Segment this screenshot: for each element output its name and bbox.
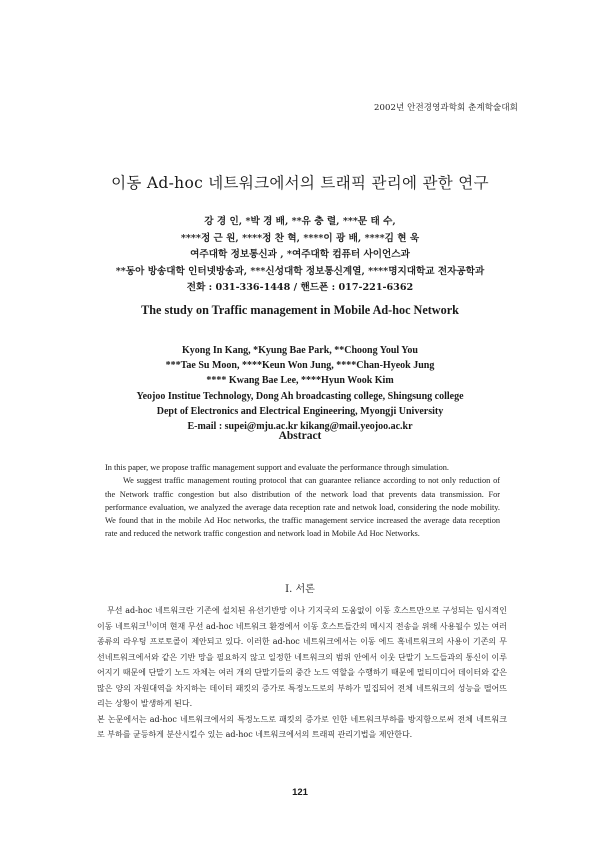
email-line: E-mail : supei@mju.ac.kr kikang@mail.yeojoo.ac.kr [187, 421, 413, 433]
author-line: **** Kwang Bae Lee, ****Hyun Wook Kim [206, 375, 394, 387]
abstract-paragraph: In this paper, we propose traffic management support and evaluate the performance through simulation. [105, 463, 449, 472]
body-text: 무선 ad-hoc 네트워크란 기존에 설치된 유선기반망 이나 기지국의 도움없이 이동 호스트만으로 구성되는 임시적인 이동 네트워크 [97, 606, 507, 631]
running-header: 2002년 안전경영과학회 춘계학술대회 [374, 103, 518, 113]
author-line: ***Tae Su Moon, ****Keun Won Jung, ****Chan-Hyeok Jung [165, 360, 435, 372]
authors-korean [0, 214, 600, 297]
affiliation-line: Yeojoo Institue Technology, Dong Ah broadcasting college, Shingsung college [136, 390, 464, 402]
section-heading: I. 서론 [285, 584, 315, 595]
page-number: 121 [292, 787, 308, 798]
section-body [97, 603, 507, 743]
abstract-paragraph: We suggest traffic management routing protocol that can guarantee reliance according to not only reduction of the Network traffic congestion but also distribution of the network load that prevents data transmission. For performance evaluation, we analyzed the average data reception rate and netwok load, considering the node mobility. We found that in the mobile Ad Hoc networks, the traffic management service increased the average data reception rate and reduced the network traffic congestion and network load in Mobile Ad Hoc Networks. [105, 476, 500, 539]
author-line: 강 경 인, *박 경 배, **유 충 렬, ***문 태 수, [204, 216, 396, 227]
abstract-body [105, 461, 500, 541]
author-line: ****정 근 원, ****정 찬 혁, ****이 광 배, ****김 현 욱 [180, 232, 420, 244]
affiliation-line: **동아 방송대학 인터넷방송과, ***신성대학 정보통신계열, ****명지대학교 전자공학과 [115, 265, 485, 277]
affiliation-line: 여주대학 정보통신과 , *여주대학 컴퓨터 사이언스과 [190, 249, 410, 261]
author-line: Kyong In Kang, *Kyung Bae Park, **Choong Youl You [182, 345, 418, 356]
affiliation-line: Dept of Electronics and Electrical Engineering, Myongji University [156, 405, 444, 417]
abstract-heading: Abstract [278, 430, 322, 442]
body-paragraph: 본 논문에서는 ad-hoc 네트워크에서의 특정노드로 패킷의 증가로 인한 네트워크부하를 방지함으로써 전체 네트워크로 부하를 균등하게 분산시킬수 있는 ad-hoc 네트워크에서의 트래픽 관리기법을 제안한다. [97, 714, 507, 739]
body-paragraph [97, 603, 507, 712]
body-text: 이며 현재 무선 ad-hoc 네트워크 환경에서 이동 호스트들간의 메시지 전송을 위해 사용될수 있는 여러 종류의 라우팅 프로토콜이 제안되고 있다. 이러한 ad-hoc 네트워크에서는 이동 에드 혹네트워크의 사용이 기존의 무선네트워크에서와 같은 기반 망을 필요하지 않고 일정한 네트워크의 범위 안에서 이웃 단말기 노드들과의 통신이 이루어지기 때문에 단말기 노드 자체는 여러 개의 단말기들의 중간 노드 역할을 수행하기 때문에 멀티미디어 데이터와 같은 많은 양의 자원대역을 차지하는 데이터 패킷의 증가로 특정노드로의 부하가 밀집되어 전체 네트워크의 성능을 떨어뜨리는 상황이 발생하게 된다. [97, 621, 507, 708]
title-korean: 이동 Ad-hoc 네트워크에서의 트래픽 관리에 관한 연구 [111, 174, 489, 192]
authors-english [0, 343, 600, 434]
contact-line: 전화 : 031-336-1448 / 핸드폰 : 017-221-6362 [186, 282, 414, 294]
footnote-ref: 1) [146, 620, 152, 627]
title-english: The study on Traffic management in Mobile Ad-hoc Network [141, 303, 459, 317]
